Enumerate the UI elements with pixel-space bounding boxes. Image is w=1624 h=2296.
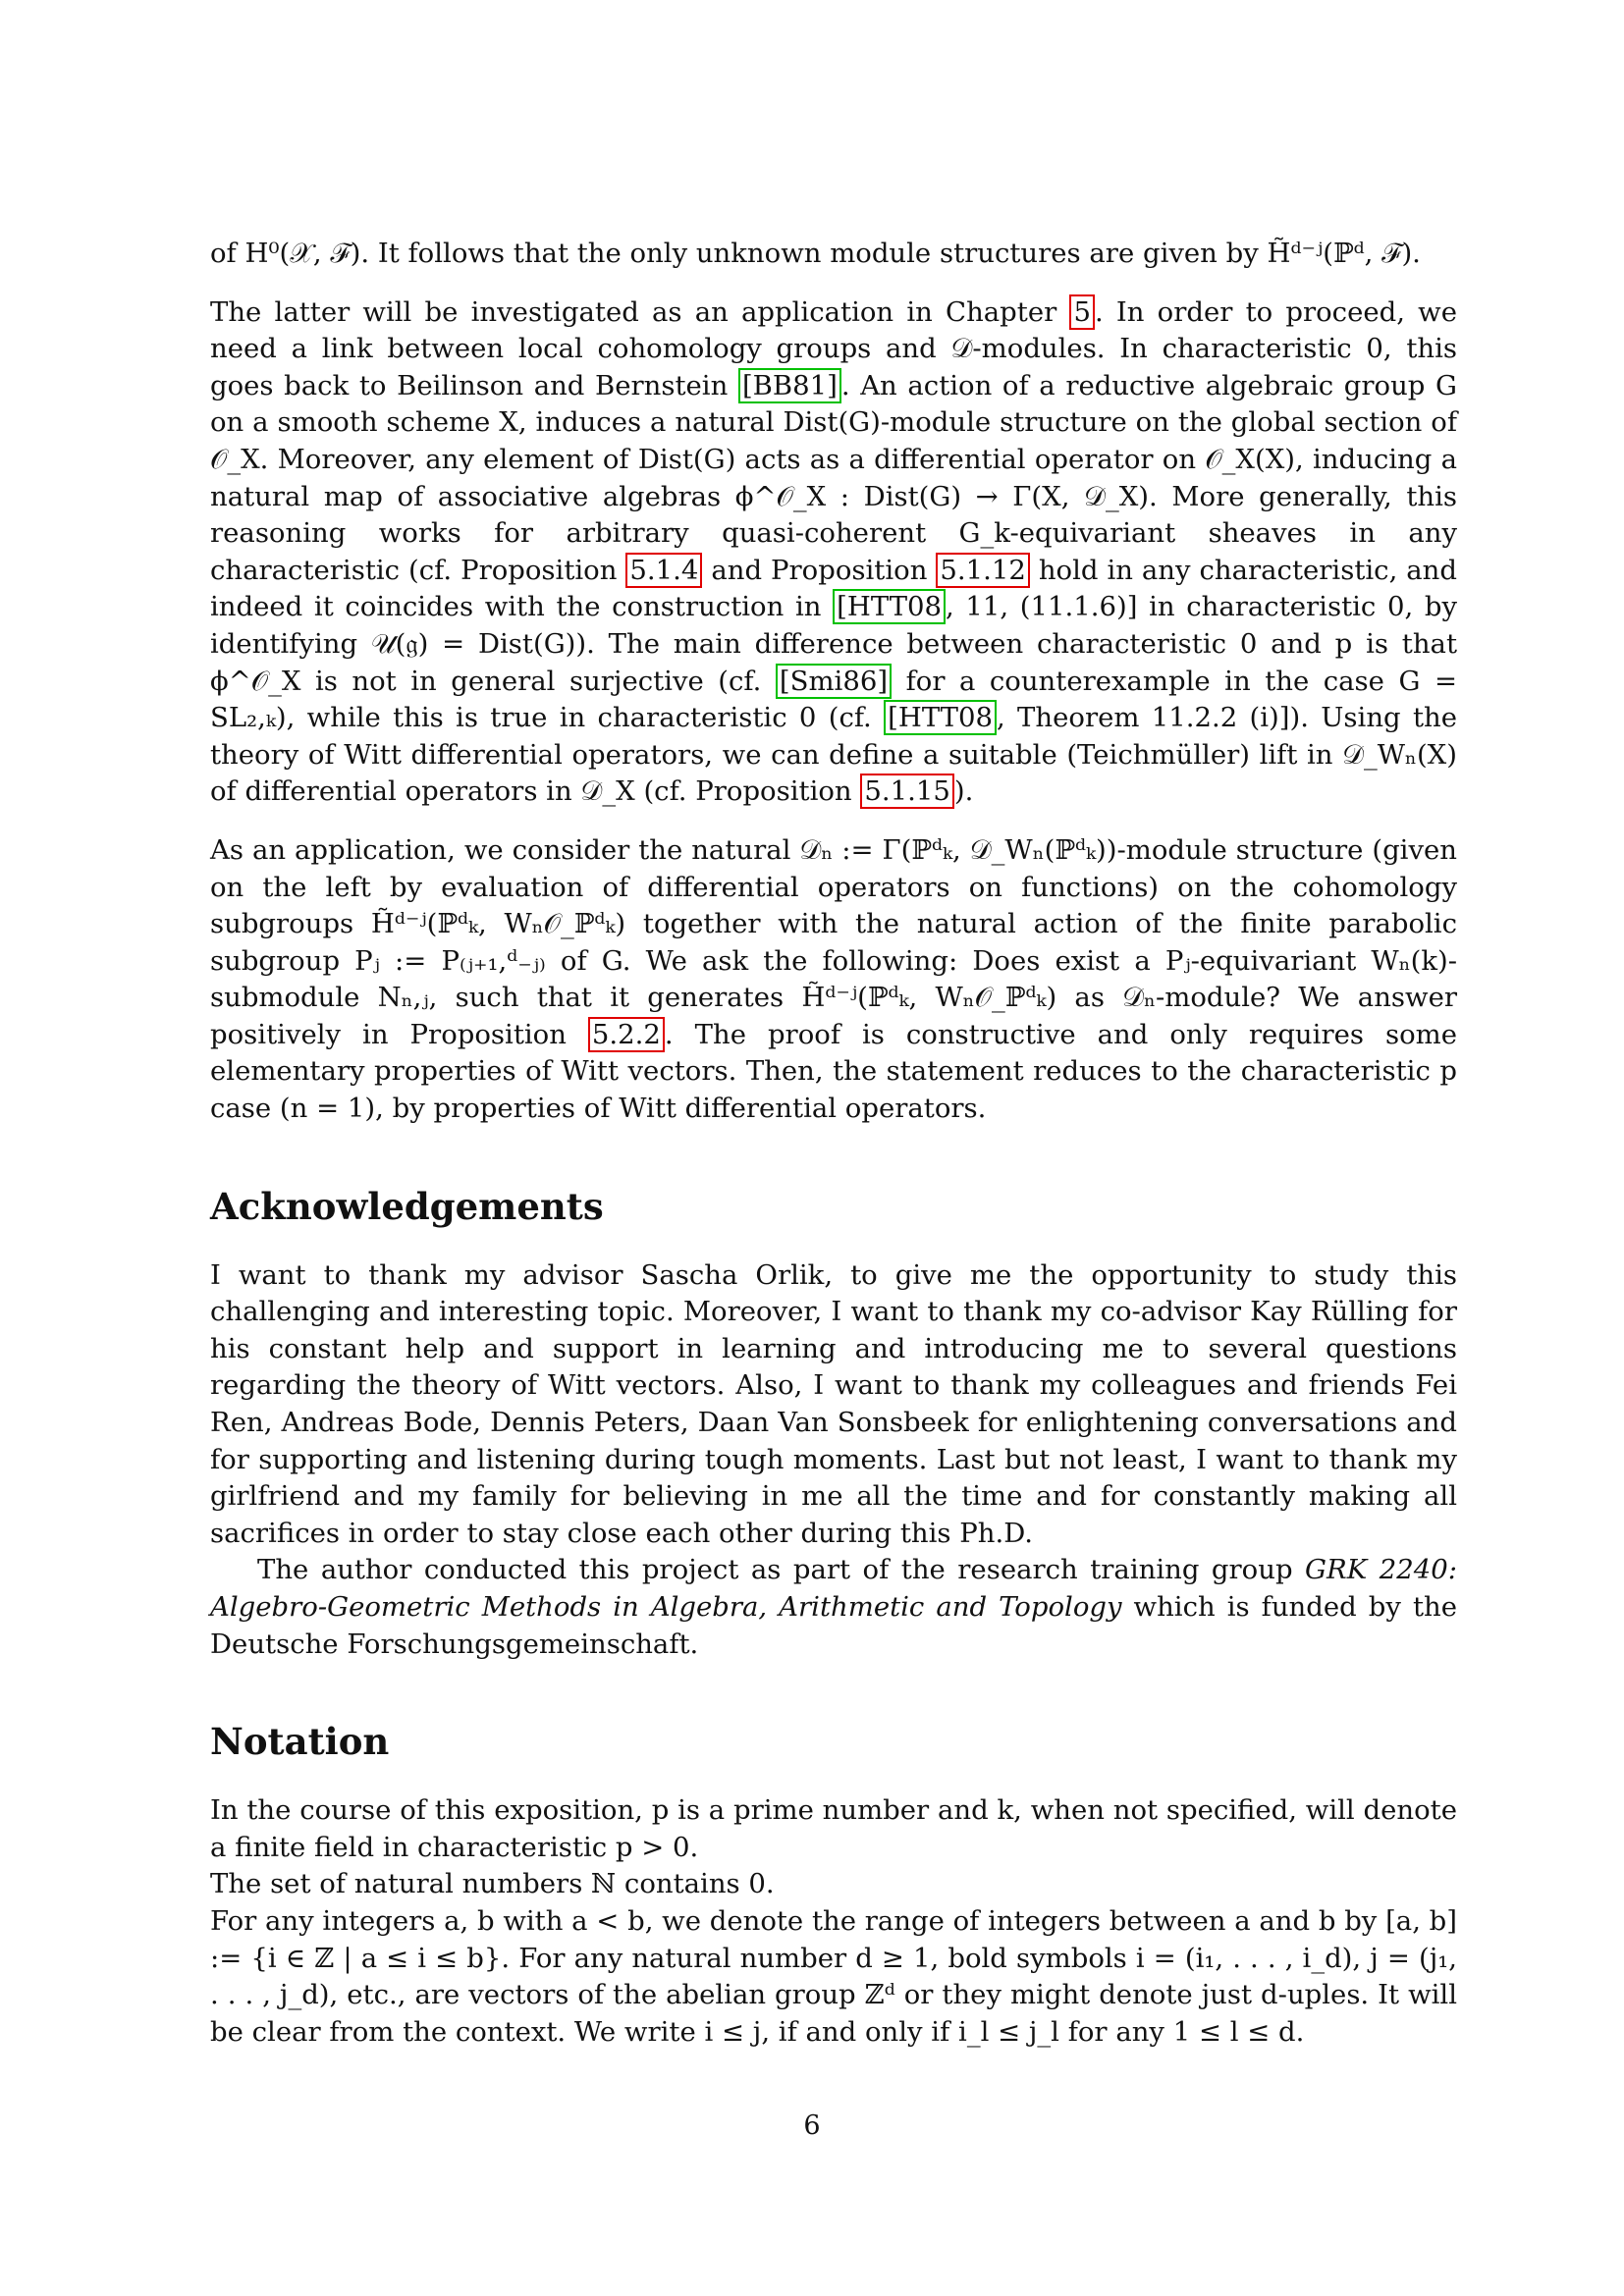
notation-naturals: The set of natural numbers ℕ contains 0.: [210, 1868, 775, 1900]
ref-prop-5-1-4[interactable]: 5.1.4: [625, 553, 702, 588]
heading-notation: Notation: [210, 1720, 390, 1764]
paragraph-dmodules: [210, 294, 1457, 811]
text-run: . An action of a reductive algebraic group G on a smooth scheme X, induces a natural Dist(G)-module structure on the global section of 𝒪_X. Moreover, any element of Dist(G) acts as a differential operator on 𝒪_X(X), inducing a natural map of associative algebras ϕ^𝒪_X : Dist(G) → Γ(X, 𝒟_X). More generally, this reasoning works for arbitrary quasi-coherent G_k-equivariant sheaves in any characteristic (cf. Proposition: [210, 369, 1458, 586]
ref-prop-5-1-12[interactable]: 5.1.12: [936, 553, 1029, 588]
text-run: The latter will be investigated as an application in Chapter: [210, 295, 1070, 328]
text-run: for a counterexample in the case G = SL₂,ₖ), while this is true in characteristic 0 (cf.: [210, 665, 1457, 734]
grk-title: GRK 2240: Algebro-Geometric Methods in Algebra, Arithmetic and Topology: [210, 1554, 1458, 1623]
text-run: As an application, we consider the natural 𝒟ₙ := Γ(ℙᵈₖ, 𝒟_Wₙ(ℙᵈₖ))-module structure (given on the left by evaluation of differential operators on functions) on the cohomology subgroups H̃ᵈ⁻ʲ(ℙᵈₖ, Wₙ𝒪_ℙᵈₖ) together with the natural action of the finite parabolic subgroup Pⱼ := P₍ⱼ₊₁,ᵈ₋ⱼ₎ of G. We ask the following: Does exist a Pⱼ-equivariant Wₙ(k)-submodule Nₙ,ⱼ, such that it generates H̃ᵈ⁻ʲ(ℙᵈₖ, Wₙ𝒪_ℙᵈₖ) as 𝒟ₙ-module? We answer positively in Proposition: [210, 833, 1457, 1050]
notation-prime: In the course of this exposition, p is a prime number and k, when not specified, will denote a finite field in characteristic p > 0.: [210, 1794, 1457, 1863]
page-body: [210, 236, 1457, 2051]
funding-paragraph: [210, 1552, 1457, 1663]
cite-htt08[interactable]: [HTT08: [833, 589, 946, 624]
ref-prop-5-2-2[interactable]: 5.2.2: [588, 1017, 665, 1052]
cite-htt08-2[interactable]: [HTT08: [884, 700, 997, 735]
intro-fragment: of H⁰(𝒳, ℱ). It follows that the only unknown module structures are given by H̃ᵈ⁻ʲ(ℙᵈ, ℱ).: [210, 238, 1421, 269]
text-run: , 11, (11.1.6)] in characteristic 0, by identifying 𝒰(𝔤) = Dist(G)). The main difference between characteristic 0 and p is that ϕ^𝒪_X is not in general surjective (cf.: [210, 591, 1457, 697]
notation-integers: For any integers a, b with a < b, we denote the range of integers between a and b by [a, b] := {i ∈ ℤ | a ≤ i ≤ b}. For any natural number d ≥ 1, bold symbols i = (i₁, . . . , i_d), j = (j₁, . . . , j_d), etc., are vectors of the abelian group ℤᵈ or they might denote just d-uples. It will be clear from the context. We write i ≤ j, if and only if i_l ≤ j_l for any 1 ≤ l ≤ d.: [210, 1904, 1458, 2048]
ref-prop-5-1-15[interactable]: 5.1.15: [860, 774, 953, 809]
text-run: ).: [953, 775, 974, 808]
ref-chapter-5[interactable]: 5: [1069, 294, 1095, 330]
heading-acknowledgements: Acknowledgements: [210, 1184, 604, 1228]
text-run: , Theorem 11.2.2 (i)]). Using the theory of Witt differential operators, we can define a suitable (Teichmüller) lift in 𝒟_Wₙ(X) of differential operators in 𝒟_X (cf. Proposition: [210, 702, 1457, 808]
paragraph-application: [210, 832, 1457, 1128]
page-number: 6: [803, 2110, 821, 2141]
text-run: . In order to proceed, we need a link between local cohomology groups and 𝒟-modules. In characteristic 0, this goes back to Beilinson and Bernstein: [210, 295, 1457, 401]
text-run: . The proof is constructive and only requires some elementary properties of Witt vectors. Then, the statement reduces to the characteristic p case (n = 1), by properties of Witt differential operators.: [210, 1018, 1457, 1125]
cite-smi86[interactable]: [Smi86]: [776, 664, 892, 699]
ack-paragraph: I want to thank my advisor Sascha Orlik, to give me the opportunity to study this challenging and interesting topic. Moreover, I want to thank my co-advisor Kay Rülling for his constant help and support in learning and introducing me to several questions regarding the theory of Witt vectors. Also, I want to thank my colleagues and friends Fei Ren, Andreas Bode, Dennis Peters, Daan Van Sonsbeek for enlightening conversations and for supporting and listening during tough moments. Last but not least, I want to thank my girlfriend and my family for believing in me all the time and for constantly making all sacrifices in order to stay close each other during this Ph.D.: [210, 1258, 1457, 1549]
text-run: hold in any characteristic, and indeed it coincides with the construction in: [210, 554, 1457, 623]
text-run: which is funded by the Deutsche Forschungsgemeinschaft.: [210, 1591, 1457, 1660]
text-run: The author conducted this project as part of the research training group: [257, 1554, 1306, 1586]
text-run: and Proposition: [702, 554, 937, 586]
cite-bb81[interactable]: [BB81]: [738, 368, 841, 403]
